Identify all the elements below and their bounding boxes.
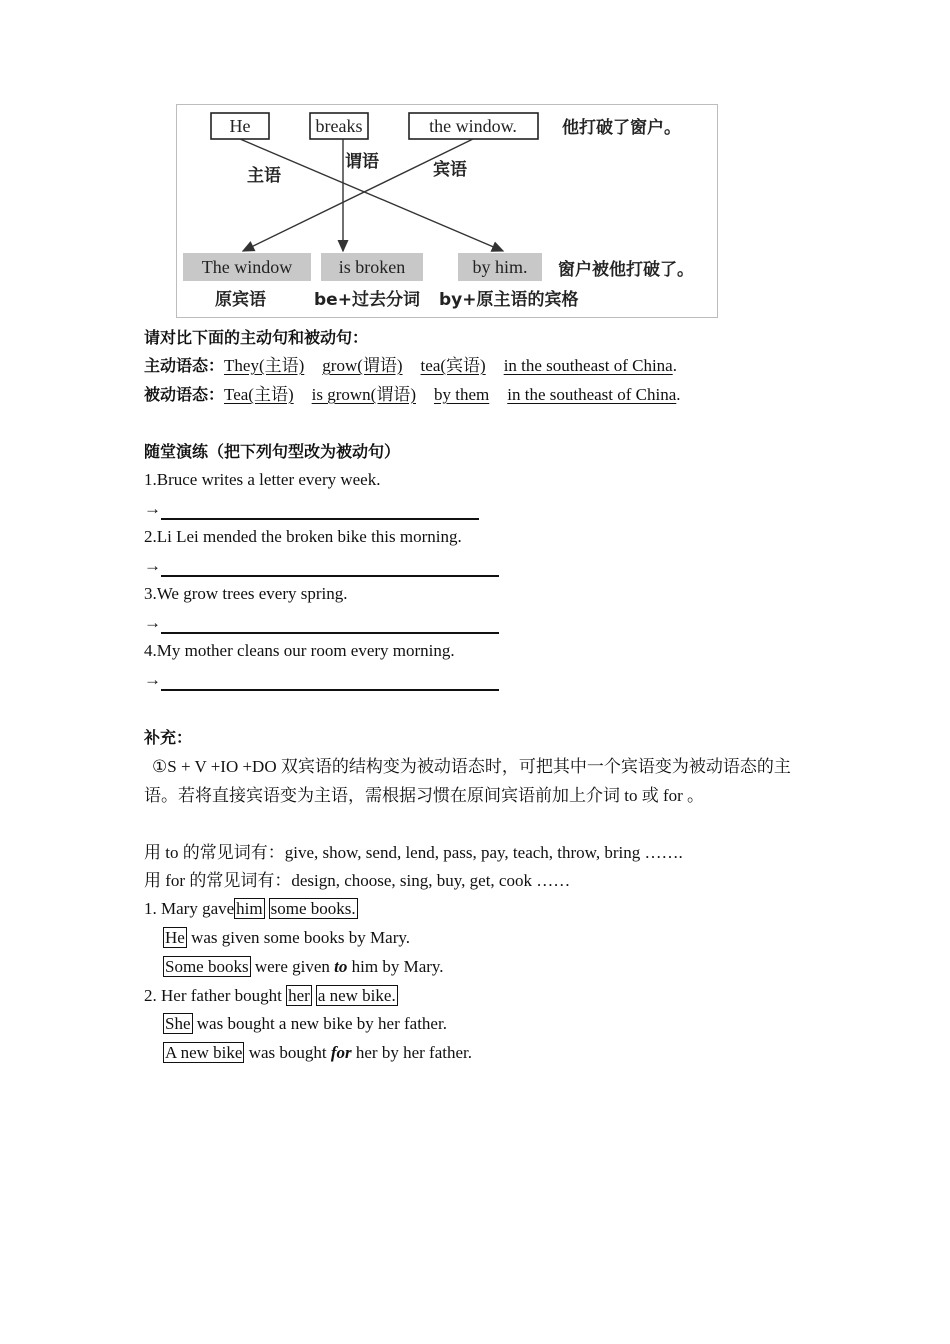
passive-word-broken: is broken (338, 257, 406, 277)
example-2-passive-1-rest: was bought a new bike by her father. (196, 1014, 447, 1033)
passive-sentence (144, 384, 681, 406)
supplement-heading: 补充： (144, 728, 193, 747)
passive-part-place: in the southeast of China (507, 385, 677, 404)
active-part-subject: They(主语) (224, 356, 305, 375)
arrow-4: → (144, 670, 161, 689)
voice-diagram (176, 104, 718, 318)
passive-period: . (676, 385, 681, 404)
example-2-passive-2 (163, 1042, 472, 1064)
answer-line-3[interactable] (144, 612, 499, 634)
example-2-do-box: a new bike. (317, 986, 396, 1005)
arrow-1: → (144, 499, 161, 518)
example-2-active (144, 985, 398, 1007)
passive-part-verb: is grown(谓语) (311, 385, 416, 404)
answer-blank-1[interactable] (161, 500, 479, 520)
role-verb: 谓语 (345, 152, 379, 172)
example-2-io-box: her (288, 986, 310, 1005)
passive-word-byhim: by him. (472, 257, 528, 277)
practice-heading: 随堂演练（把下列句型改为被动句） (144, 442, 401, 461)
for-verbs-list: 用 for 的常见词有：design, choose, sing, buy, get, cook …… (144, 871, 571, 890)
practice-item-4: 4.My mother cleans our room every morning. (144, 641, 455, 660)
answer-blank-2[interactable] (161, 557, 499, 577)
active-word-breaks: breaks (315, 116, 363, 136)
active-label: 主动语态： (144, 356, 225, 375)
example-1-active (144, 898, 358, 920)
example-1-pre: 1. Mary gave (144, 899, 235, 918)
passive-translation: 窗户被他打破了。 (558, 260, 694, 280)
practice-item-2: 2.Li Lei mended the broken bike this morning. (144, 527, 462, 546)
answer-line-4[interactable] (144, 669, 499, 691)
example-1-subject-he: He (165, 928, 185, 947)
passive-word-window: The window (201, 257, 293, 277)
example-1-passive-2 (163, 956, 444, 978)
arrow-2: → (144, 556, 161, 575)
example-2-subject-she: She (165, 1014, 191, 1033)
active-word-he: He (229, 116, 251, 136)
example-1-do-box: some books. (270, 899, 356, 918)
to-verbs-list: 用 to 的常见词有：give, show, send, lend, pass, pay, teach, throw, bring ……. (144, 843, 683, 862)
example-1-passive-2-rest: him by Mary. (351, 957, 444, 976)
active-sentence (144, 355, 677, 377)
passive-label: 被动语态： (144, 385, 225, 404)
active-translation: 他打破了窗户。 (562, 118, 681, 138)
active-part-verb: grow(谓语) (322, 356, 403, 375)
example-2-subject-bike: A new bike (165, 1043, 243, 1062)
passive-role-object: 原宾语 (215, 290, 266, 310)
answer-blank-3[interactable] (161, 614, 499, 634)
supplement-rule: ①S + V +IO +DO 双宾语的结构变为被动语态时，可把其中一个宾语变为被动语态的主语。若将直接宾语变为主语，需根据习惯在原间宾语前加上介词 to 或 for 。 (144, 757, 791, 805)
example-1-io-box: him (236, 899, 263, 918)
answer-line-2[interactable] (144, 555, 499, 577)
answer-blank-4[interactable] (161, 671, 499, 691)
active-period: . (672, 356, 677, 375)
example-1-passive-1-rest: was given some books by Mary. (191, 928, 411, 947)
passive-part-subject: Tea(主语) (224, 385, 294, 404)
example-2-prep-for: for (330, 1043, 352, 1062)
example-2-pre: 2. Her father bought (144, 986, 282, 1005)
active-word-window: the window. (429, 116, 517, 136)
active-part-object: tea(宾语) (420, 356, 486, 375)
arrow-3: → (144, 613, 161, 632)
example-2-passive-2-verb: was bought (248, 1043, 327, 1062)
example-2-passive-2-rest: her by her father. (355, 1043, 473, 1062)
example-1-prep-to: to (334, 957, 348, 976)
example-1-passive-1 (163, 927, 410, 949)
role-subject: 主语 (247, 166, 281, 186)
practice-item-3: 3.We grow trees every spring. (144, 584, 348, 603)
example-2-passive-1 (163, 1013, 447, 1035)
passive-role-verb: be+过去分词 (314, 290, 420, 310)
passive-role-agent: by+原主语的宾格 (439, 290, 579, 310)
passive-part-agent: by them (434, 385, 490, 404)
example-1-passive-2-verb: were given (254, 957, 330, 976)
compare-heading: 请对比下面的主动句和被动句： (144, 328, 369, 347)
role-object: 宾语 (433, 160, 467, 180)
answer-line-1[interactable] (144, 498, 479, 520)
practice-item-1: 1.Bruce writes a letter every week. (144, 470, 381, 489)
example-1-subject-books: Some books (165, 957, 249, 976)
active-part-place: in the southeast of China (503, 356, 673, 375)
